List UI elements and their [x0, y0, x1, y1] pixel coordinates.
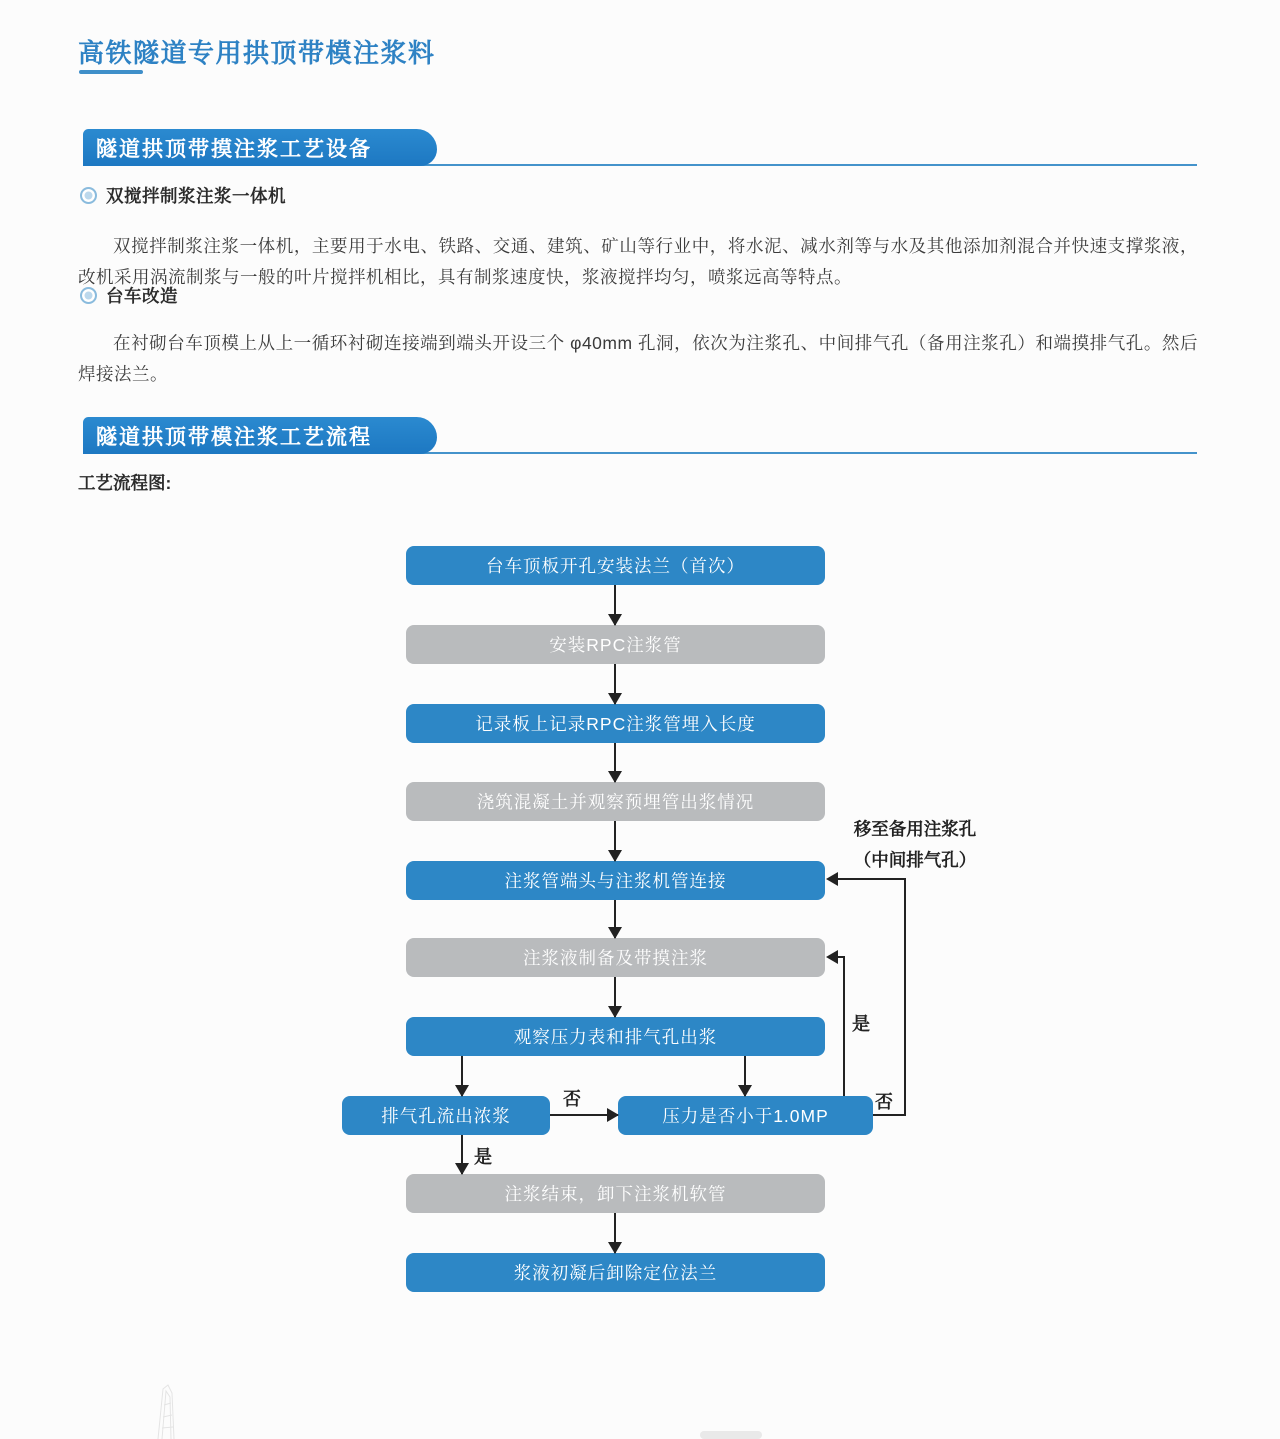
arrow-down-icon: [461, 1056, 463, 1096]
section-header-equipment: 隧道拱顶带摸注浆工艺设备: [83, 129, 437, 166]
no-loop-line: [904, 879, 906, 1116]
bullet-trolley-label: 台车改造: [106, 286, 178, 306]
label-yes-branch: 是: [474, 1147, 492, 1167]
paragraph-mixer: 双搅拌制浆注浆一体机，主要用于水电、铁路、交通、建筑、矿山等行业中，将水泥、减水剂等与水及其他添加剂混合并快速支撑浆液，改机采用涡流制浆与一般的叶片搅拌机相比，具有制浆速度快，浆液搅拌均匀，喷浆远高等特点。: [78, 235, 1198, 287]
flow-node-remove-flange: 浆液初凝后卸除定位法兰: [406, 1253, 825, 1292]
arrow-down-icon: [614, 821, 616, 861]
paragraph-trolley: 在衬砌台车顶模上从上一循环衬砌连接端到端头开设三个 φ40mm 孔洞，依次为注浆孔、中间排气孔（备用注浆孔）和端摸排气孔。然后焊接法兰。: [78, 332, 1198, 384]
bullet-mixer-label: 双搅拌制浆注浆一体机: [106, 186, 286, 206]
arrow-down-icon: [614, 664, 616, 704]
loop-annotation-line2: （中间排气孔）: [853, 850, 977, 870]
page-title: 高铁隧道专用拱顶带模注浆料: [78, 38, 436, 69]
arrow-down-icon: [614, 585, 616, 625]
label-no-branch: 否: [563, 1089, 581, 1109]
flow-node-prepare-grout: 注浆液制备及带摸注浆: [406, 938, 825, 977]
arrow-down-icon: [461, 1135, 463, 1174]
loop-annotation: [840, 814, 990, 876]
flow-node-finish-grouting: 注浆结束，卸下注浆机软管: [406, 1174, 825, 1213]
arrow-down-icon: [744, 1056, 746, 1096]
flow-node-pour-concrete: 浇筑混凝土并观察预埋管出浆情况: [406, 782, 825, 821]
no-loop-line: [838, 878, 906, 880]
flow-node-observe-pressure: 观察压力表和排气孔出浆: [406, 1017, 825, 1056]
arrow-left-icon: [826, 950, 838, 964]
label-yes-loop: 是: [852, 1014, 870, 1034]
arrow-down-icon: [614, 1213, 616, 1253]
flow-node-vent-thick-grout: 排气孔流出浓浆: [342, 1096, 550, 1135]
flow-node-install-flange: 台车顶板开孔安装法兰（首次）: [406, 546, 825, 585]
arrow-right-icon: [550, 1114, 618, 1116]
arrow-down-icon: [614, 743, 616, 782]
yes-loop-line: [843, 957, 845, 1096]
arrow-down-icon: [614, 977, 616, 1017]
no-loop-line: [873, 1114, 906, 1116]
section-header-process: 隧道拱顶带模注浆工艺流程: [83, 417, 437, 454]
flow-node-pressure-check: 压力是否小于1.0MP: [618, 1096, 873, 1135]
label-no-loop: 否: [875, 1092, 893, 1112]
yes-loop-line: [838, 956, 845, 958]
flowchart-caption: 工艺流程图:: [78, 473, 172, 493]
loop-annotation-line1: 移至备用注浆孔: [853, 819, 977, 839]
flow-node-record-length: 记录板上记录RPC注浆管埋入长度: [406, 704, 825, 743]
flow-node-connect-pipe: 注浆管端头与注浆机管连接: [406, 861, 825, 900]
arrow-down-icon: [614, 900, 616, 938]
building-watermark-icon: [146, 1383, 190, 1439]
arrow-left-icon: [826, 872, 838, 886]
footer-scroll-bar: [700, 1431, 762, 1439]
flow-node-install-rpc-pipe: 安装RPC注浆管: [406, 625, 825, 664]
